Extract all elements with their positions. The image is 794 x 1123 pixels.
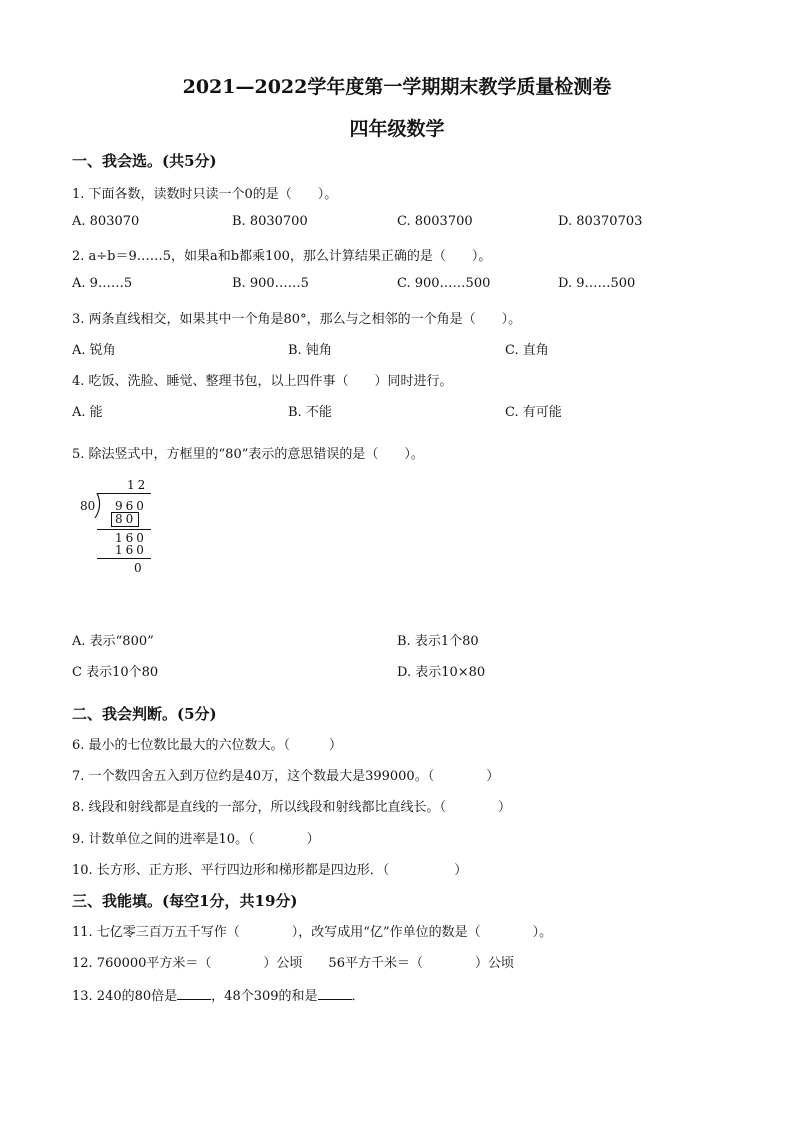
judgment-item-7[interactable]: 7. 一个数四舍五入到万位约是40万，这个数最大是399000。（ ） <box>72 769 500 784</box>
q1-option-d[interactable]: D. 80370703 <box>558 214 643 229</box>
q13-text-part-1: 13. 240的80倍是 <box>72 989 178 1004</box>
q1-option-b[interactable]: B. 8030700 <box>232 214 308 229</box>
section-3-heading: 三、我能填。(每空1分，共19分) <box>72 892 298 910</box>
division-dividend: 960 <box>115 499 147 513</box>
question-2: 2. a÷b＝9……5，如果a和b都乘100，那么计算结果正确的是（ ）。 <box>72 249 492 264</box>
q4-option-b[interactable]: B. 不能 <box>288 405 332 420</box>
q13-end-mark: ． <box>351 989 365 1004</box>
q5-option-c[interactable]: C 表示10个80 <box>72 665 159 680</box>
q4-option-a[interactable]: A. 能 <box>72 405 103 420</box>
q13-text-part-2: ，48个309的和是 <box>211 989 318 1004</box>
question-5: 5. 除法竖式中，方框里的“80”表示的意思错误的是（ ）。 <box>72 447 424 462</box>
division-partial-product: 160 <box>115 543 147 557</box>
question-11[interactable]: 11. 七亿零三百万五千写作（ ），改写成用“亿”作单位的数是（ ）。 <box>72 925 553 940</box>
division-partial-dividend: 160 <box>115 531 147 545</box>
page-subtitle: 四年级数学 <box>349 118 445 140</box>
question-12[interactable]: 12. 760000平方米＝（ ）公顷 56平方千米＝（ ）公顷 <box>72 956 514 971</box>
q5-option-d[interactable]: D. 表示10×80 <box>397 665 486 680</box>
q2-option-c[interactable]: C. 900……500 <box>397 276 491 291</box>
q2-option-a[interactable]: A. 9……5 <box>72 276 133 291</box>
question-3: 3. 两条直线相交，如果其中一个角是80°，那么与之相邻的一个角是（ ）。 <box>72 312 522 327</box>
division-quotient: 12 <box>127 478 149 492</box>
q3-option-c[interactable]: C. 直角 <box>505 343 549 358</box>
division-bracket-top <box>97 493 151 494</box>
q5-option-b[interactable]: B. 表示1个80 <box>397 634 479 649</box>
q1-option-c[interactable]: C. 8003700 <box>397 214 473 229</box>
question-13 <box>72 985 365 1004</box>
q13-blank-2[interactable] <box>318 987 352 1000</box>
question-1: 1. 下面各数，读数时只读一个0的是（ ）。 <box>72 187 338 202</box>
judgment-item-8[interactable]: 8. 线段和射线都是直线的一部分，所以线段和射线都比直线长。（ ） <box>72 800 512 815</box>
q2-option-b[interactable]: B. 900……5 <box>232 276 309 291</box>
division-bracket-curve <box>93 493 103 519</box>
section-1-heading: 一、我会选。(共5分) <box>72 152 217 170</box>
judgment-item-10[interactable]: 10. 长方形、正方形、平行四边形和梯形都是四边形．（ ） <box>72 863 468 878</box>
judgment-item-6[interactable]: 6. 最小的七位数比最大的六位数大。（ ） <box>72 738 343 753</box>
division-line-2 <box>97 558 151 559</box>
division-remainder: 0 <box>134 561 142 575</box>
q2-option-d[interactable]: D. 9……500 <box>558 276 636 291</box>
q1-option-a[interactable]: A. 803070 <box>72 214 140 229</box>
q5-option-a[interactable]: A. 表示“800” <box>72 634 154 649</box>
section-2-heading: 二、我会判断。(5分) <box>72 705 217 723</box>
q4-option-c[interactable]: C. 有可能 <box>505 405 562 420</box>
page-title: 2021—2022学年度第一学期期末教学质量检测卷 <box>182 76 612 98</box>
division-boxed-product: 80 <box>115 512 137 526</box>
q3-option-b[interactable]: B. 钝角 <box>288 343 332 358</box>
division-line-1 <box>97 529 151 530</box>
q13-blank-1[interactable] <box>177 987 211 1000</box>
question-4: 4. 吃饭、洗脸、睡觉、整理书包，以上四件事（ ）同时进行。 <box>72 374 453 389</box>
q3-option-a[interactable]: A. 锐角 <box>72 343 116 358</box>
division-divisor: 80 <box>80 499 96 513</box>
judgment-item-9[interactable]: 9. 计数单位之间的进率是10。（ ） <box>72 832 320 847</box>
